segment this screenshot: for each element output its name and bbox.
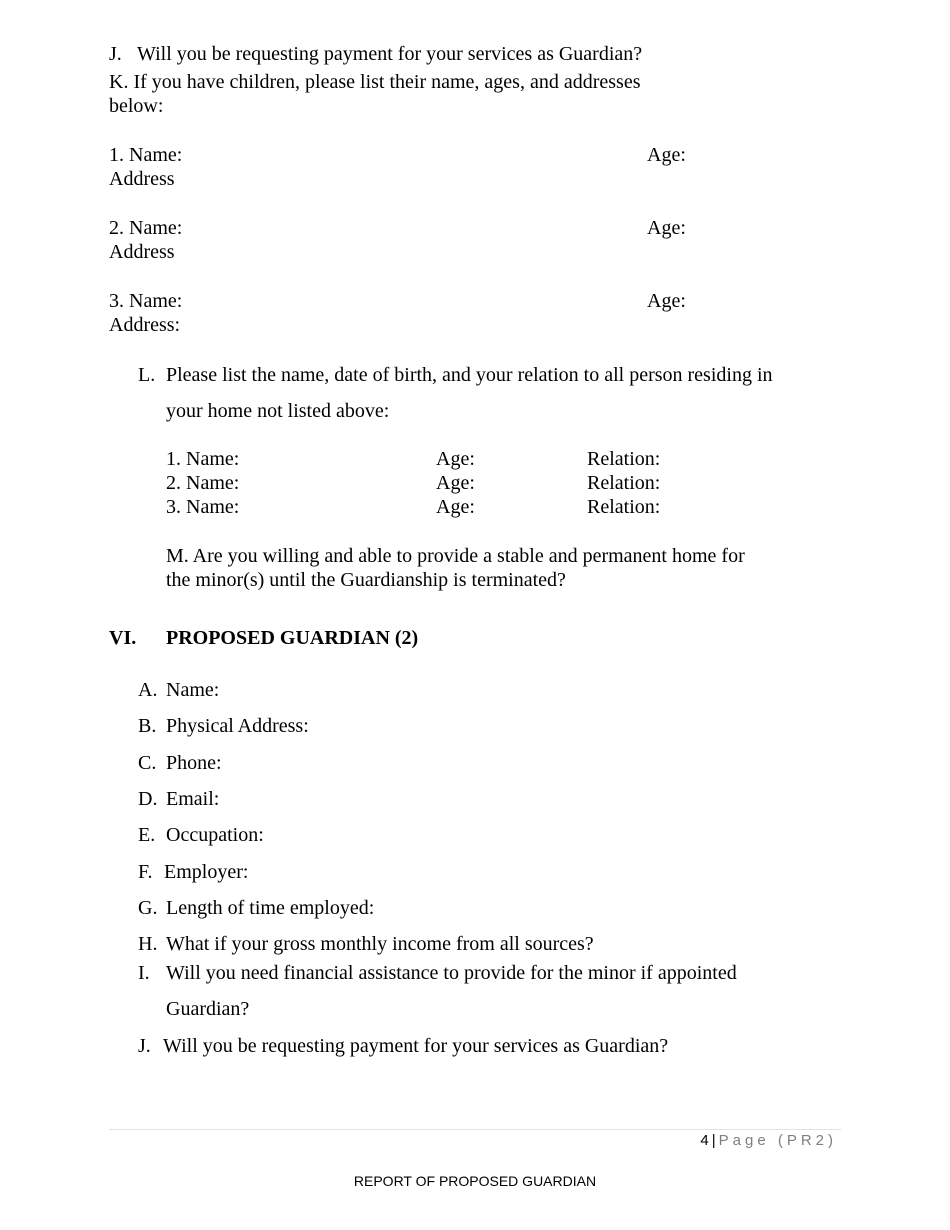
child-3-age-label: Age: — [647, 290, 686, 312]
question-m-line2: the minor(s) until the Guardianship is terminated? — [166, 569, 566, 591]
guardian-item-g-text: Length of time employed: — [166, 897, 375, 919]
resident-2-relation-label: Relation: — [587, 472, 661, 494]
guardian-item-g-prefix: G. — [138, 897, 158, 919]
resident-3-relation-label: Relation: — [587, 496, 661, 518]
guardian-item-a-prefix: A. — [138, 679, 158, 701]
guardian-item-c-text: Phone: — [166, 752, 222, 774]
resident-2-age-label: Age: — [436, 472, 475, 494]
child-3-address-label: Address: — [109, 314, 181, 336]
guardian-item-e-prefix: E. — [138, 824, 156, 846]
child-1-name-label: 1. Name: — [109, 144, 183, 166]
child-1-address-label: Address — [109, 168, 175, 190]
page-number-footer — [700, 1131, 837, 1151]
page-label: Page (PR2) — [718, 1132, 837, 1149]
guardian-item-j-text: Will you be requesting payment for your services as Guardian? — [163, 1035, 669, 1057]
guardian-item-f-prefix: F. — [138, 861, 153, 883]
question-j-prefix: J. — [109, 43, 122, 65]
guardian-item-i-prefix: I. — [138, 962, 150, 984]
question-m-line1: M. Are you willing and able to provide a stable and permanent home for — [166, 545, 745, 567]
footer-divider — [109, 1129, 841, 1130]
resident-2-name-label: 2. Name: — [166, 472, 240, 494]
child-1-age-label: Age: — [647, 144, 686, 166]
question-k-line2: below: — [109, 95, 164, 117]
page-number: 4 — [700, 1132, 709, 1149]
guardian-item-b-prefix: B. — [138, 715, 157, 737]
guardian-item-e-text: Occupation: — [166, 824, 264, 846]
guardian-item-c-prefix: C. — [138, 752, 157, 774]
resident-1-age-label: Age: — [436, 448, 475, 470]
guardian-item-d-prefix: D. — [138, 788, 158, 810]
guardian-item-i-text: Will you need financial assistance to provide for the minor if appointed — [166, 962, 737, 984]
guardian-item-h-text: What if your gross monthly income from all sources? — [166, 933, 594, 955]
resident-3-age-label: Age: — [436, 496, 475, 518]
child-2-name-label: 2. Name: — [109, 217, 183, 239]
child-2-address-label: Address — [109, 241, 175, 263]
guardian-item-d-text: Email: — [166, 788, 220, 810]
guardian-item-a-text: Name: — [166, 679, 220, 701]
resident-3-name-label: 3. Name: — [166, 496, 240, 518]
question-j-text: Will you be requesting payment for your services as Guardian? — [137, 43, 643, 65]
resident-1-relation-label: Relation: — [587, 448, 661, 470]
question-l-line2: your home not listed above: — [166, 400, 390, 422]
guardian-item-j-prefix: J. — [138, 1035, 151, 1057]
guardian-item-i-text-line2: Guardian? — [166, 998, 250, 1020]
page-separator: | — [711, 1132, 716, 1149]
child-3-name-label: 3. Name: — [109, 290, 183, 312]
guardian-item-h-prefix: H. — [138, 933, 158, 955]
question-l-prefix: L. — [138, 364, 156, 386]
guardian-item-b-text: Physical Address: — [166, 715, 309, 737]
child-2-age-label: Age: — [647, 217, 686, 239]
question-l-line1: Please list the name, date of birth, and your relation to all person residing in — [166, 364, 773, 386]
question-k-line1: K. If you have children, please list their name, ages, and addresses — [109, 71, 641, 93]
section-vi-number: VI. — [109, 627, 137, 649]
footer-title: REPORT OF PROPOSED GUARDIAN — [353, 1173, 597, 1189]
guardian-item-f-text: Employer: — [164, 861, 249, 883]
section-vi-title: PROPOSED GUARDIAN (2) — [166, 627, 419, 649]
resident-1-name-label: 1. Name: — [166, 448, 240, 470]
